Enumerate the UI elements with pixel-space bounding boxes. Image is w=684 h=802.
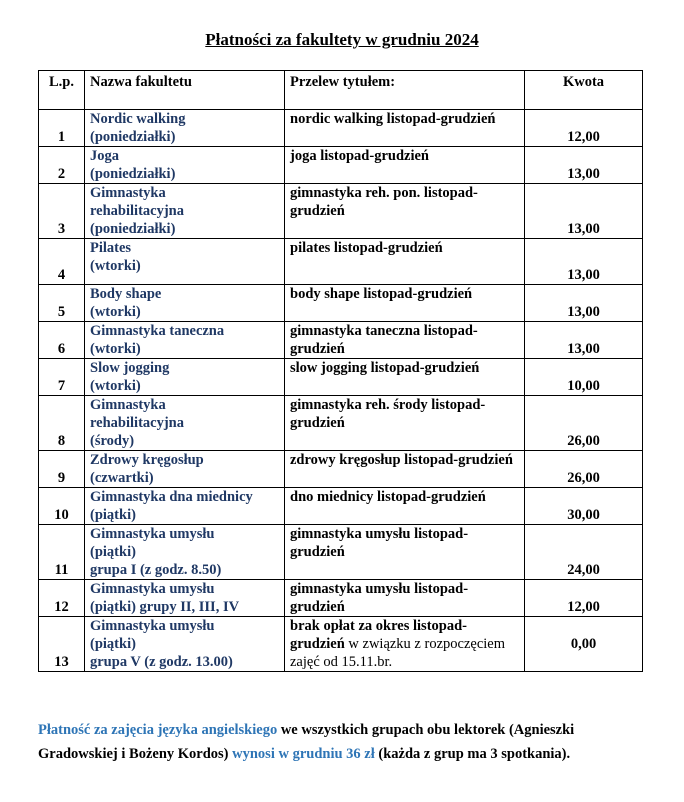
row-name-line: Body shape bbox=[90, 286, 162, 302]
header-transfer: Przelew tytułem: bbox=[285, 71, 525, 110]
row-transfer bbox=[285, 239, 525, 285]
row-name bbox=[85, 396, 285, 451]
table-row bbox=[39, 396, 643, 451]
table-row bbox=[39, 451, 643, 488]
row-lp: 13 bbox=[39, 617, 85, 672]
footer-part1: Płatność za zajęcia języka angielskiego bbox=[38, 722, 278, 738]
row-name bbox=[85, 451, 285, 488]
row-transfer-text: gimnastyka reh. środy listopad-grudzień bbox=[290, 397, 486, 431]
row-name-line: (wtorki) bbox=[90, 258, 141, 274]
row-name bbox=[85, 359, 285, 396]
row-name-line: (poniedziałki) bbox=[90, 166, 176, 182]
row-transfer bbox=[285, 580, 525, 617]
row-name-line: (piątki) grupy II, III, IV bbox=[90, 599, 240, 615]
table-row bbox=[39, 110, 643, 147]
row-lp: 8 bbox=[39, 396, 85, 451]
footer-part4: (każda z grup ma 3 spotkania). bbox=[374, 746, 571, 762]
row-name-line: (piątki) bbox=[90, 544, 136, 560]
row-transfer-text: nordic walking listopad-grudzień bbox=[290, 111, 496, 127]
row-lp: 9 bbox=[39, 451, 85, 488]
row-transfer-text: joga listopad-grudzień bbox=[290, 148, 429, 164]
row-name-line: (wtorki) bbox=[90, 341, 141, 357]
row-name-line: (czwartki) bbox=[90, 470, 154, 486]
row-name-line: Gimnastyka bbox=[90, 397, 166, 413]
row-transfer-text: gimnastyka reh. pon. listopad-grudzień bbox=[290, 185, 478, 219]
row-name bbox=[85, 110, 285, 147]
row-lp: 3 bbox=[39, 184, 85, 239]
row-amount: 0,00 bbox=[525, 617, 643, 672]
row-name-line: (poniedziałki) bbox=[90, 221, 176, 237]
row-transfer-text: body shape listopad-grudzień bbox=[290, 286, 473, 302]
row-name-line: Gimnastyka bbox=[90, 185, 166, 201]
row-amount: 13,00 bbox=[525, 322, 643, 359]
row-amount: 13,00 bbox=[525, 147, 643, 184]
footer-note bbox=[38, 718, 648, 766]
row-amount: 30,00 bbox=[525, 488, 643, 525]
row-amount: 12,00 bbox=[525, 110, 643, 147]
row-name bbox=[85, 239, 285, 285]
row-lp: 2 bbox=[39, 147, 85, 184]
row-lp: 6 bbox=[39, 322, 85, 359]
table-row bbox=[39, 184, 643, 239]
footer-part3: wynosi w grudniu 36 zł bbox=[232, 746, 375, 762]
row-name-line: Gimnastyka umysłu bbox=[90, 618, 215, 634]
table-row bbox=[39, 322, 643, 359]
row-transfer bbox=[285, 525, 525, 580]
footer-part2: we wszystkich grupach obu lektorek (Agnieszki Gradowskiej i Bożeny Kordos) bbox=[38, 722, 575, 762]
row-lp: 10 bbox=[39, 488, 85, 525]
row-transfer bbox=[285, 396, 525, 451]
row-name-line: Gimnastyka umysłu bbox=[90, 526, 215, 542]
row-lp: 12 bbox=[39, 580, 85, 617]
row-name-line: (wtorki) bbox=[90, 378, 141, 394]
row-name bbox=[85, 617, 285, 672]
table-row bbox=[39, 488, 643, 525]
table-row bbox=[39, 239, 643, 285]
row-name bbox=[85, 488, 285, 525]
row-amount: 13,00 bbox=[525, 184, 643, 239]
row-transfer bbox=[285, 451, 525, 488]
row-name bbox=[85, 285, 285, 322]
row-name bbox=[85, 322, 285, 359]
table-row bbox=[39, 147, 643, 184]
row-name-line: (piątki) bbox=[90, 507, 136, 523]
header-name: Nazwa fakultetu bbox=[85, 71, 285, 110]
page-title bbox=[0, 30, 684, 50]
row-transfer-text: slow jogging listopad-grudzień bbox=[290, 360, 480, 376]
row-transfer-text: zdrowy kręgosłup listopad-grudzień bbox=[290, 452, 513, 468]
row-transfer-text: brak opłat za okres listopad-grudzień bbox=[290, 618, 467, 652]
row-name-line: Pilates bbox=[90, 240, 132, 256]
table-header-row bbox=[39, 71, 643, 110]
row-name-line: Nordic walking bbox=[90, 111, 186, 127]
table-row bbox=[39, 285, 643, 322]
table-row bbox=[39, 580, 643, 617]
row-amount: 13,00 bbox=[525, 285, 643, 322]
row-name-line: Slow jogging bbox=[90, 360, 170, 376]
page-title-text: Płatności za fakultety w grudniu 2024 bbox=[205, 30, 479, 49]
row-transfer-text: dno miednicy listopad-grudzień bbox=[290, 489, 486, 505]
row-transfer-text: gimnastyka umysłu listopad-grudzień bbox=[290, 581, 469, 615]
row-name bbox=[85, 184, 285, 239]
row-amount: 13,00 bbox=[525, 239, 643, 285]
row-name-line: (środy) bbox=[90, 433, 135, 449]
row-lp: 11 bbox=[39, 525, 85, 580]
row-name-line: rehabilitacyjna bbox=[90, 203, 184, 219]
row-name-line: Gimnastyka umysłu bbox=[90, 581, 215, 597]
row-transfer bbox=[285, 617, 525, 672]
row-lp: 5 bbox=[39, 285, 85, 322]
row-name-line: Gimnastyka dna miednicy bbox=[90, 489, 253, 505]
row-name-line: Gimnastyka taneczna bbox=[90, 323, 225, 339]
row-name bbox=[85, 580, 285, 617]
row-name-line: (wtorki) bbox=[90, 304, 141, 320]
header-lp: L.p. bbox=[39, 71, 85, 110]
row-amount: 10,00 bbox=[525, 359, 643, 396]
row-amount: 24,00 bbox=[525, 525, 643, 580]
row-transfer bbox=[285, 285, 525, 322]
row-name-line: (poniedziałki) bbox=[90, 129, 176, 145]
row-transfer bbox=[285, 147, 525, 184]
row-name-line: Joga bbox=[90, 148, 119, 164]
row-transfer-text: gimnastyka umysłu listopad-grudzień bbox=[290, 526, 469, 560]
row-transfer bbox=[285, 110, 525, 147]
row-transfer bbox=[285, 488, 525, 525]
row-transfer-note: w związku z rozpoczęciem zajęć od 15.11.br. bbox=[290, 636, 505, 670]
row-amount: 12,00 bbox=[525, 580, 643, 617]
row-lp: 7 bbox=[39, 359, 85, 396]
row-transfer-text: pilates listopad-grudzień bbox=[290, 240, 443, 256]
row-name-line: grupa I (z godz. 8.50) bbox=[90, 562, 222, 578]
row-name bbox=[85, 525, 285, 580]
row-amount: 26,00 bbox=[525, 396, 643, 451]
row-name-line: (piątki) bbox=[90, 636, 136, 652]
row-transfer-text: gimnastyka taneczna listopad-grudzień bbox=[290, 323, 478, 357]
table-row bbox=[39, 525, 643, 580]
row-name bbox=[85, 147, 285, 184]
row-name-line: grupa V (z godz. 13.00) bbox=[90, 654, 233, 670]
row-lp: 1 bbox=[39, 110, 85, 147]
row-transfer bbox=[285, 184, 525, 239]
row-name-line: rehabilitacyjna bbox=[90, 415, 184, 431]
payments-table bbox=[38, 70, 643, 672]
row-transfer bbox=[285, 322, 525, 359]
row-transfer bbox=[285, 359, 525, 396]
row-name-line: Zdrowy kręgosłup bbox=[90, 452, 204, 468]
table-body bbox=[39, 110, 643, 672]
table-row bbox=[39, 617, 643, 672]
table-row bbox=[39, 359, 643, 396]
header-amount: Kwota bbox=[525, 71, 643, 110]
row-lp: 4 bbox=[39, 239, 85, 285]
row-amount: 26,00 bbox=[525, 451, 643, 488]
